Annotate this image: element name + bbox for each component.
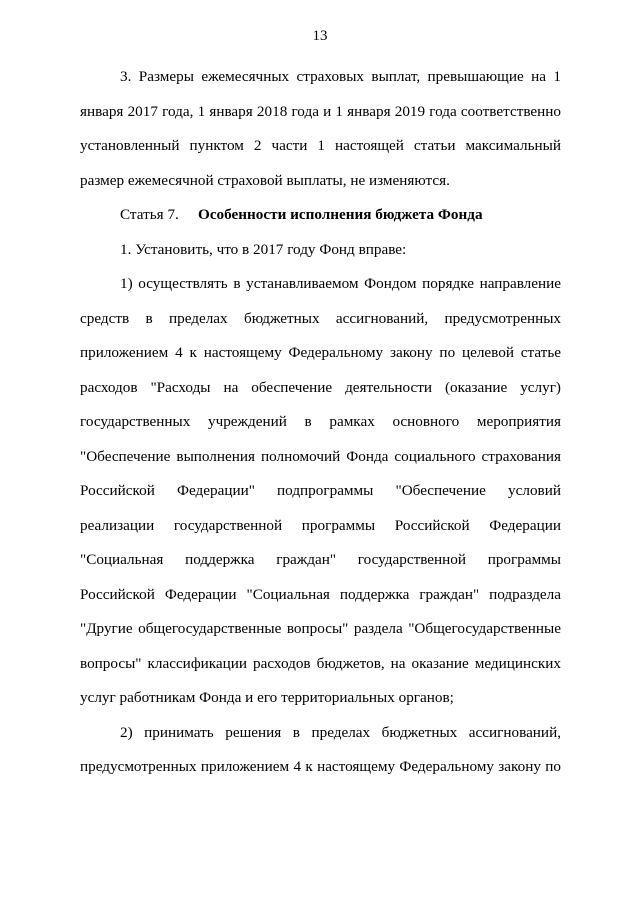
article-number: Статья 7.: [120, 206, 179, 223]
document-body: [80, 60, 561, 785]
article-title: Особенности исполнения бюджета Фонда: [198, 206, 483, 223]
article-7-item-1: 1) осуществлять в устанавливаемом Фондом порядке направление средств в пределах бюджетных ассигнований, предусмотренных приложением 4 к настоящему Федеральному закону по целевой статье расходов "Расходы на обеспечение деятельности (оказание услуг) государственных учреждений в рамках основного мероприятия "Обеспечение выполнения полномочий Фонда социального страхования Российской Федерации" подпрограммы "Обеспечение условий реализации государственной программы Российской Федерации "Социальная поддержка граждан" государственной программы Российской Федерации "Социальная поддержка граждан" подраздела "Другие общегосударственные вопросы" раздела "Общегосударственные вопросы" классификации расходов бюджетов, на оказание медицинских услуг работникам Фонда и его территориальных органов;: [80, 275, 561, 706]
page-number: 13: [312, 28, 328, 44]
paragraph-3-unchanged-payments: 3. Размеры ежемесячных страховых выплат, превышающие на 1 января 2017 года, 1 января 2018 года и 1 января 2019 года соответственно установленный пунктом 2 части 1 настоящей статьи максимальный размер ежемесячной страховой выплаты, не изменяются.: [80, 68, 561, 189]
article-7-heading: [80, 198, 561, 233]
article-7-paragraph-1: 1. Установить, что в 2017 году Фонд вправе:: [120, 240, 407, 258]
article-7-item-2: 2) принимать решения в пределах бюджетных ассигнований, предусмотренных приложением 4 к настоящему Федеральному закону по: [80, 723, 561, 775]
